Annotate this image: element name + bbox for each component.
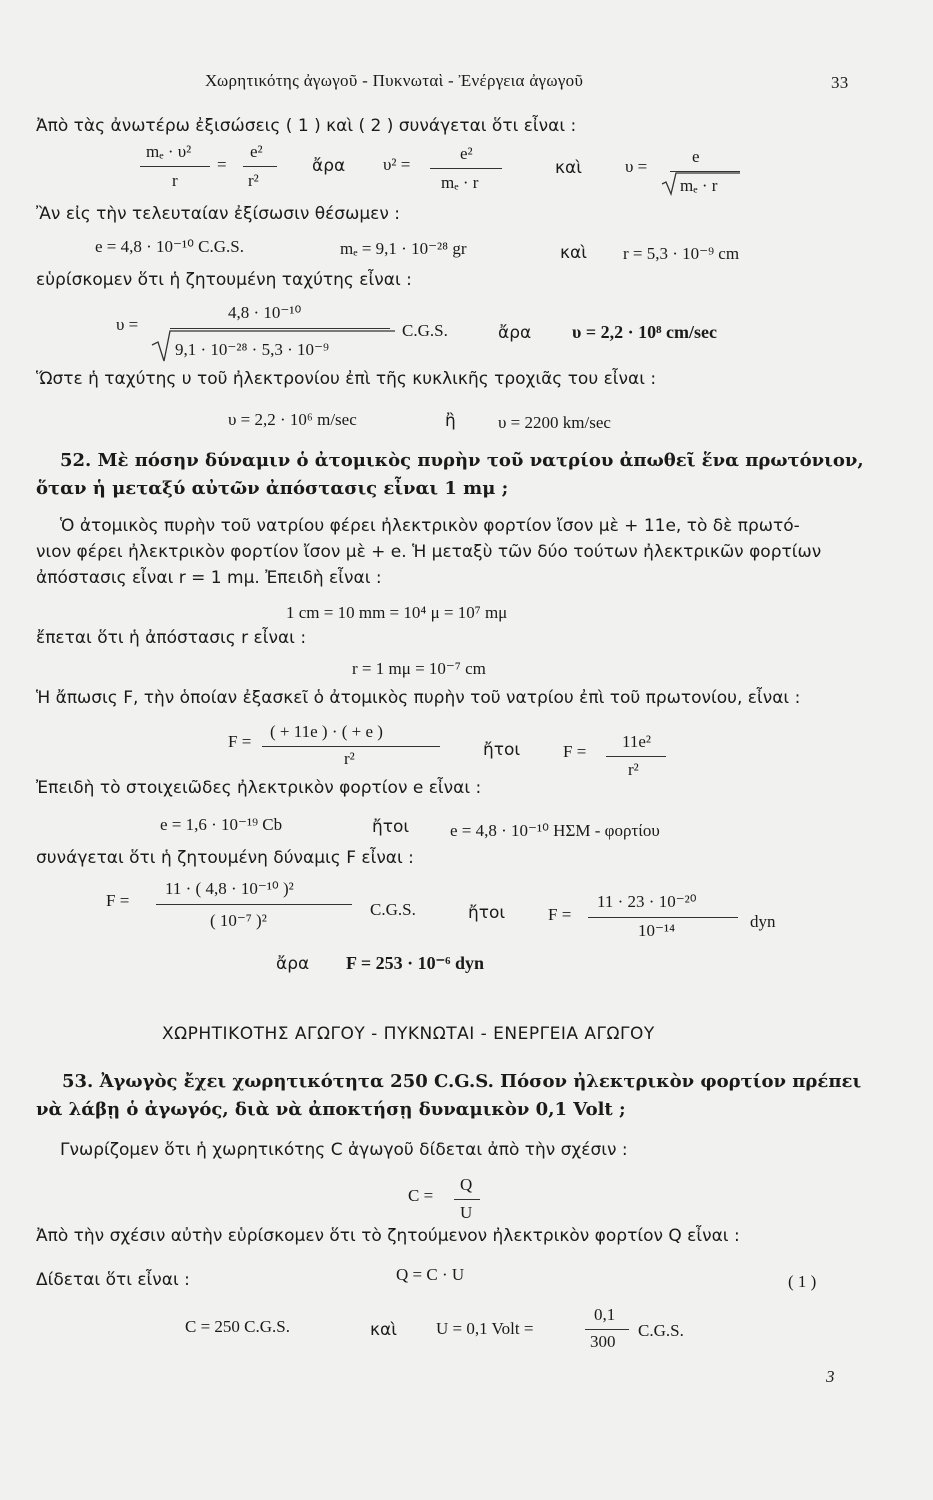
eq3-denominator: mₑ · r (680, 176, 718, 195)
problem-53-question-line1: 53. Ἀγωγὸς ἔχει χωρητικότητα 250 C.G.S. Πόσον ἠλεκτρικὸν φορτίον πρέπει (62, 1071, 862, 1092)
charge-equation: Q = C · U (396, 1265, 465, 1284)
fraction-bar (606, 756, 666, 757)
signature-mark: 3 (826, 1367, 835, 1386)
eq3-numerator: e (692, 147, 700, 166)
u-unit: C.G.S. (638, 1321, 684, 1340)
itoi-label: ἤτοι (483, 740, 521, 760)
set-line: Ἂν εἰς τὴν τελευταίαν ἐξίσωσιν θέσωμεν : (36, 204, 400, 224)
eq2-numerator: e² (460, 144, 473, 163)
intro-line: Ἀπὸ τὰς ἀνωτέρω ἐξισώσεις ( 1 ) καὶ ( 2 ) συνάγεται ὅτι εἶναι : (36, 116, 577, 136)
value-r: r = 5,3 · 10⁻⁹ cm (623, 244, 740, 263)
f2-numerator: 11e² (622, 732, 652, 751)
f1-numerator: ( + 11e ) · ( + e ) (270, 722, 383, 741)
ara-label: ἄρα (276, 954, 310, 974)
problem-52-answer-line2: νιον φέρει ἠλεκτρικὸν φορτίον ἴσον μὲ + e. Ἡ μεταξὺ τῶν δύο τούτων ἠλεκτρικῶν φορτίων (36, 542, 822, 562)
elementary-charge-line: Ἐπειδὴ τὸ στοιχειῶδες ἠλεκτρικὸν φορτίον e εἶναι : (36, 778, 482, 798)
given-line: Δίδεται ὅτι εἶναι : (36, 1270, 190, 1290)
distance-value: r = 1 mμ = 10⁻⁷ cm (352, 659, 486, 678)
kai-label: καὶ (370, 1320, 397, 1340)
velocity-denominator: 9,1 · 10⁻²⁸ · 5,3 · 10⁻⁹ (175, 340, 329, 359)
itoi-label: ἤτοι (372, 817, 410, 837)
equation-label: ( 1 ) (788, 1272, 817, 1291)
f1-left: F = (228, 732, 252, 751)
eq2-left: υ² = (383, 155, 411, 174)
itoi-label: ἤτοι (468, 903, 506, 923)
f2-denominator: r² (628, 760, 639, 779)
from-line: Ἀπὸ τὴν σχέσιν αὐτὴν εὑρίσκομεν ὅτι τὸ ζητούμενον ἠλεκτρικὸν φορτίον Q εἶναι : (36, 1226, 740, 1246)
fraction-bar (430, 168, 502, 169)
running-title: Χωρητικότης ἀγωγοῦ - Πυκνωταὶ - Ἐνέργεια ἀγωγοῦ (205, 71, 584, 90)
f4-denominator: 10⁻¹⁴ (638, 921, 675, 940)
f3-denominator: ( 10⁻⁷ )² (210, 911, 267, 930)
find-line: εὑρίσκομεν ὅτι ἡ ζητουμένη ταχύτης εἶναι : (36, 270, 412, 290)
eq1-lhs-denominator: r (172, 171, 178, 190)
problem-52-question-line2: ὅταν ἡ μεταξύ αὐτῶν ἀπόστασις εἶναι 1 mμ ; (36, 478, 509, 499)
kai-label: καὶ (555, 158, 582, 178)
velocity-unit: C.G.S. (402, 321, 448, 340)
problem-53-question-line2: νὰ λάβῃ ὁ ἀγωγός, διὰ νὰ ἀποκτήσῃ δυναμικὸν 0,1 Volt ; (36, 1099, 626, 1120)
know-line: Γνωρίζομεν ὅτι ἡ χωρητικότης C ἀγωγοῦ δίδεται ἀπὸ τὴν σχέσιν : (60, 1140, 628, 1160)
force-line: Ἡ ἄπωσις F, τὴν ὁποίαν ἐξασκεῖ ὁ ἀτομικὸς πυρὴν τοῦ νατρίου ἐπὶ τοῦ πρωτονίου, εἶναι : (36, 688, 801, 708)
speed-kms: υ = 2200 km/sec (498, 413, 611, 432)
fraction-bar (140, 166, 210, 167)
fraction-bar (588, 917, 738, 918)
f4-left: F = (548, 905, 572, 924)
problem-52-answer-line1: Ὁ ἀτομικὸς πυρὴν τοῦ νατρίου φέρει ἠλεκτρικὸν φορτίον ἴσον μὲ + 11e, τὸ δὲ πρωτό- (60, 516, 800, 536)
velocity-numerator: 4,8 · 10⁻¹⁰ (228, 303, 302, 322)
f3-numerator: 11 · ( 4,8 · 10⁻¹⁰ )² (165, 879, 294, 898)
conclusion-line: συνάγεται ὅτι ἡ ζητουμένη δύναμις F εἶναι : (36, 848, 414, 868)
fraction-bar (156, 904, 352, 905)
value-e: e = 4,8 · 10⁻¹⁰ C.G.S. (95, 237, 244, 256)
u-numerator: 0,1 (594, 1305, 616, 1324)
velocity-left: υ = (116, 315, 139, 334)
eq1-equals: = (217, 155, 227, 174)
or-label: ἢ (445, 411, 456, 431)
capacitance-value: C = 250 C.G.S. (185, 1317, 290, 1336)
eq1-lhs-numerator: mₑ · υ² (146, 142, 192, 161)
problem-52-question-line1: 52. Μὲ πόσην δύναμιν ὁ ἀτομικὸς πυρὴν τοῦ νατρίου ἀπωθεῖ ἕνα πρωτόνιον, (60, 450, 864, 471)
f3-left: F = (106, 891, 130, 910)
kai-label: καὶ (560, 243, 587, 263)
eq2-denominator: mₑ · r (441, 173, 479, 192)
section-title: ΧΩΡΗΤΙΚΟΤΗΣ ΑΓΩΓΟΥ - ΠΥΚΝΩΤΑΙ - ΕΝΕΡΓΕΙΑ ΑΓΩΓΟΥ (162, 1024, 655, 1044)
potential-value: U = 0,1 Volt = (436, 1319, 534, 1338)
speed-ms: υ = 2,2 · 10⁶ m/sec (228, 410, 357, 429)
charge-coulomb: e = 1,6 · 10⁻¹⁹ Cb (160, 815, 283, 834)
u-denominator: 300 (590, 1332, 616, 1351)
f4-numerator: 11 · 23 · 10⁻²⁰ (597, 892, 697, 911)
f4-unit: dyn (750, 912, 776, 931)
ara-label: ἄρα (498, 323, 532, 343)
c-denominator: U (460, 1203, 473, 1222)
force-result: F = 253 · 10⁻⁶ dyn (346, 953, 485, 973)
value-me: mₑ = 9,1 · 10⁻²⁸ gr (340, 239, 467, 258)
follows-line: ἔπεται ὅτι ἡ ἀπόστασις r εἶναι : (36, 628, 307, 648)
eq1-rhs-denominator: r² (248, 171, 259, 190)
eq3-left: υ = (625, 157, 648, 176)
charge-esu: e = 4,8 · 10⁻¹⁰ ΗΣΜ - φορτίου (450, 821, 660, 840)
f1-denominator: r² (344, 749, 355, 768)
ara-label: ἄρα (312, 156, 346, 176)
page-number: 33 (831, 73, 849, 92)
c-left: C = (408, 1186, 434, 1205)
fraction-bar (243, 166, 277, 167)
c-numerator: Q (460, 1175, 473, 1194)
fraction-bar (585, 1329, 629, 1330)
fraction-bar (454, 1199, 480, 1200)
speed-line: Ὥστε ἡ ταχύτης υ τοῦ ἠλεκτρονίου ἐπὶ τῆς κυκλικῆς τροχιᾶς του εἶναι : (36, 369, 657, 389)
fraction-bar (262, 746, 440, 747)
unit-conversion: 1 cm = 10 mm = 10⁴ μ = 10⁷ mμ (286, 603, 508, 622)
f2-left: F = (563, 742, 587, 761)
f3-unit: C.G.S. (370, 900, 416, 919)
velocity-result: υ = 2,2 · 10⁸ cm/sec (572, 322, 717, 342)
problem-52-answer-line3: ἀπόστασις εἶναι r = 1 mμ. Ἐπειδὴ εἶναι : (36, 568, 382, 588)
eq1-rhs-numerator: e² (250, 142, 263, 161)
